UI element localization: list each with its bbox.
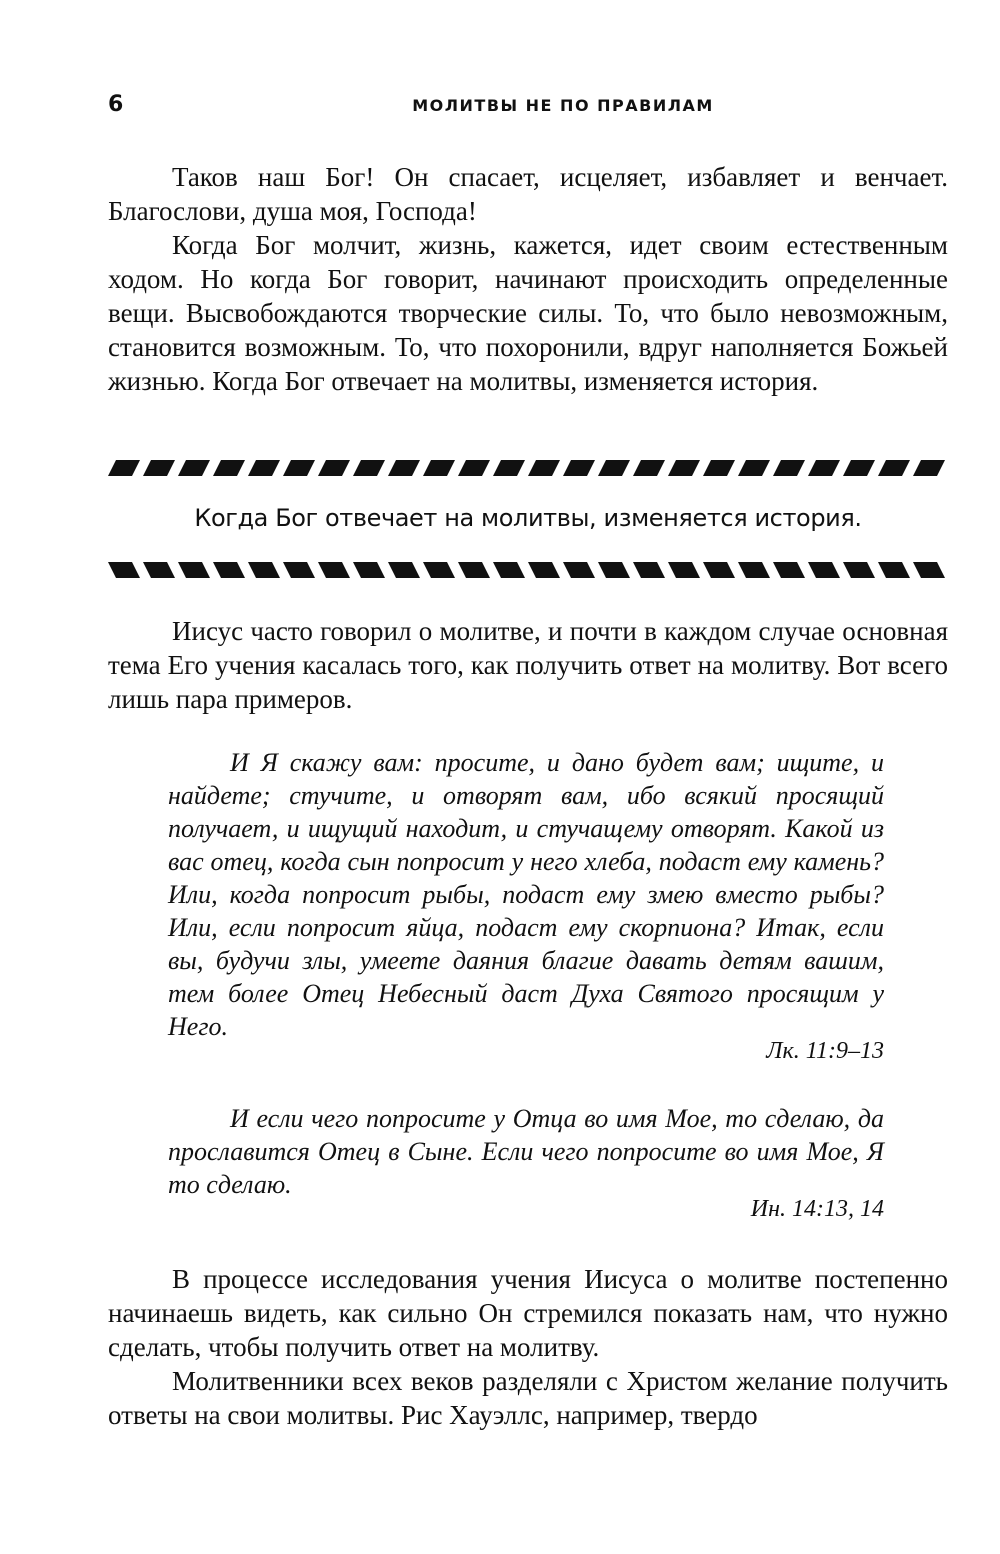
decorative-stripe-bottom bbox=[108, 562, 948, 578]
paragraph: Таков наш Бог! Он спасает, исцеляет, избавляет и венчает. Благослови, душа моя, Господа! bbox=[108, 162, 948, 226]
stripe-block bbox=[528, 562, 560, 578]
stripe-block bbox=[388, 460, 420, 476]
stripe-block bbox=[633, 562, 665, 578]
callout-quote: Когда Бог отвечает на молитвы, изменяется история. bbox=[194, 504, 862, 532]
stripe-block bbox=[143, 460, 175, 476]
stripe-block bbox=[458, 562, 490, 578]
stripe-block bbox=[283, 562, 315, 578]
stripe-block bbox=[773, 562, 805, 578]
stripe-block bbox=[913, 460, 945, 476]
stripe-block bbox=[563, 562, 595, 578]
stripe-block bbox=[213, 562, 245, 578]
stripe-block bbox=[248, 562, 280, 578]
stripe-block bbox=[738, 562, 770, 578]
stripe-block bbox=[143, 562, 175, 578]
stripe-block bbox=[913, 562, 945, 578]
scripture-reference: Ин. 14:13, 14 bbox=[750, 1196, 884, 1222]
scripture-quote: И если чего попросите у Отца во имя Мое, то сделаю, да прославится Отец в Сыне. Если чего попросите во имя Мое, Я то сделаю. bbox=[168, 1104, 884, 1199]
scripture-reference: Лк. 11:9–13 bbox=[766, 1038, 884, 1064]
stripe-block bbox=[388, 562, 420, 578]
stripe-block bbox=[248, 460, 280, 476]
stripe-block bbox=[213, 460, 245, 476]
paragraph: Иисус часто говорил о молитве, и почти в каждом случае основная тема Его учения касалась того, как получить ответ на молитву. Вот всего лишь пара примеров. bbox=[108, 616, 948, 714]
stripe-block bbox=[353, 460, 385, 476]
stripe-block bbox=[878, 562, 910, 578]
stripe-block bbox=[598, 562, 630, 578]
stripe-block bbox=[843, 460, 875, 476]
stripe-block bbox=[878, 460, 910, 476]
stripe-block bbox=[108, 562, 140, 578]
stripe-block bbox=[493, 562, 525, 578]
running-title: МОЛИТВЫ НЕ ПО ПРАВИЛАМ bbox=[412, 96, 714, 115]
stripe-block bbox=[283, 460, 315, 476]
stripe-block bbox=[493, 460, 525, 476]
stripe-block bbox=[108, 460, 140, 476]
stripe-block bbox=[178, 460, 210, 476]
stripe-block bbox=[668, 460, 700, 476]
stripe-block bbox=[353, 562, 385, 578]
stripe-block bbox=[423, 460, 455, 476]
stripe-block bbox=[668, 562, 700, 578]
paragraph: В процессе исследования учения Иисуса о молитве постепенно начинаешь видеть, как сильно Он стремился показать нам, что нужно сделать, чтобы получить ответ на молитву. bbox=[108, 1264, 948, 1362]
stripe-block bbox=[703, 562, 735, 578]
stripe-block bbox=[598, 460, 630, 476]
page-number: 6 bbox=[108, 92, 124, 117]
stripe-block bbox=[423, 562, 455, 578]
stripe-block bbox=[318, 562, 350, 578]
paragraph: Когда Бог молчит, жизнь, кажется, идет своим естественным ходом. Но когда Бог говорит, начинают происходить определенные вещи. Высвобождаются творческие силы. То, что было невозможным, становится возможным. То, что похоронили, вдруг наполняется Божьей жизнью. Когда Бог отвечает на молитвы, изменяется история. bbox=[108, 230, 948, 396]
stripe-block bbox=[773, 460, 805, 476]
stripe-block bbox=[458, 460, 490, 476]
paragraph: Молитвенники всех веков разделяли с Христом желание получить ответы на свои молитвы. Рис Хауэллс, например, твердо bbox=[108, 1366, 948, 1430]
scripture-quote: И Я скажу вам: просите, и дано будет вам; ищите, и найдете; стучите, и отворят вам, ибо всякий просящий получает, и ищущий находит, и стучащему отворят. Какой из вас отец, когда сын попросит у него хлеба, подаст ему камень? Или, когда попросит рыбы, подаст ему змею вместо рыбы? Или, если попросит яйца, подаст ему скорпиона? Итак, если вы, будучи злы, умеете даяния благие давать детям вашим, тем более Отец Небесный даст Духа Святого просящим у Него. bbox=[168, 748, 884, 1041]
stripe-block bbox=[703, 460, 735, 476]
stripe-block bbox=[318, 460, 350, 476]
stripe-block bbox=[738, 460, 770, 476]
stripe-block bbox=[843, 562, 875, 578]
stripe-block bbox=[528, 460, 560, 476]
stripe-block bbox=[808, 562, 840, 578]
stripe-block bbox=[178, 562, 210, 578]
stripe-block bbox=[808, 460, 840, 476]
stripe-block bbox=[563, 460, 595, 476]
stripe-block bbox=[633, 460, 665, 476]
page-header bbox=[108, 92, 938, 132]
decorative-stripe-top bbox=[108, 460, 948, 476]
